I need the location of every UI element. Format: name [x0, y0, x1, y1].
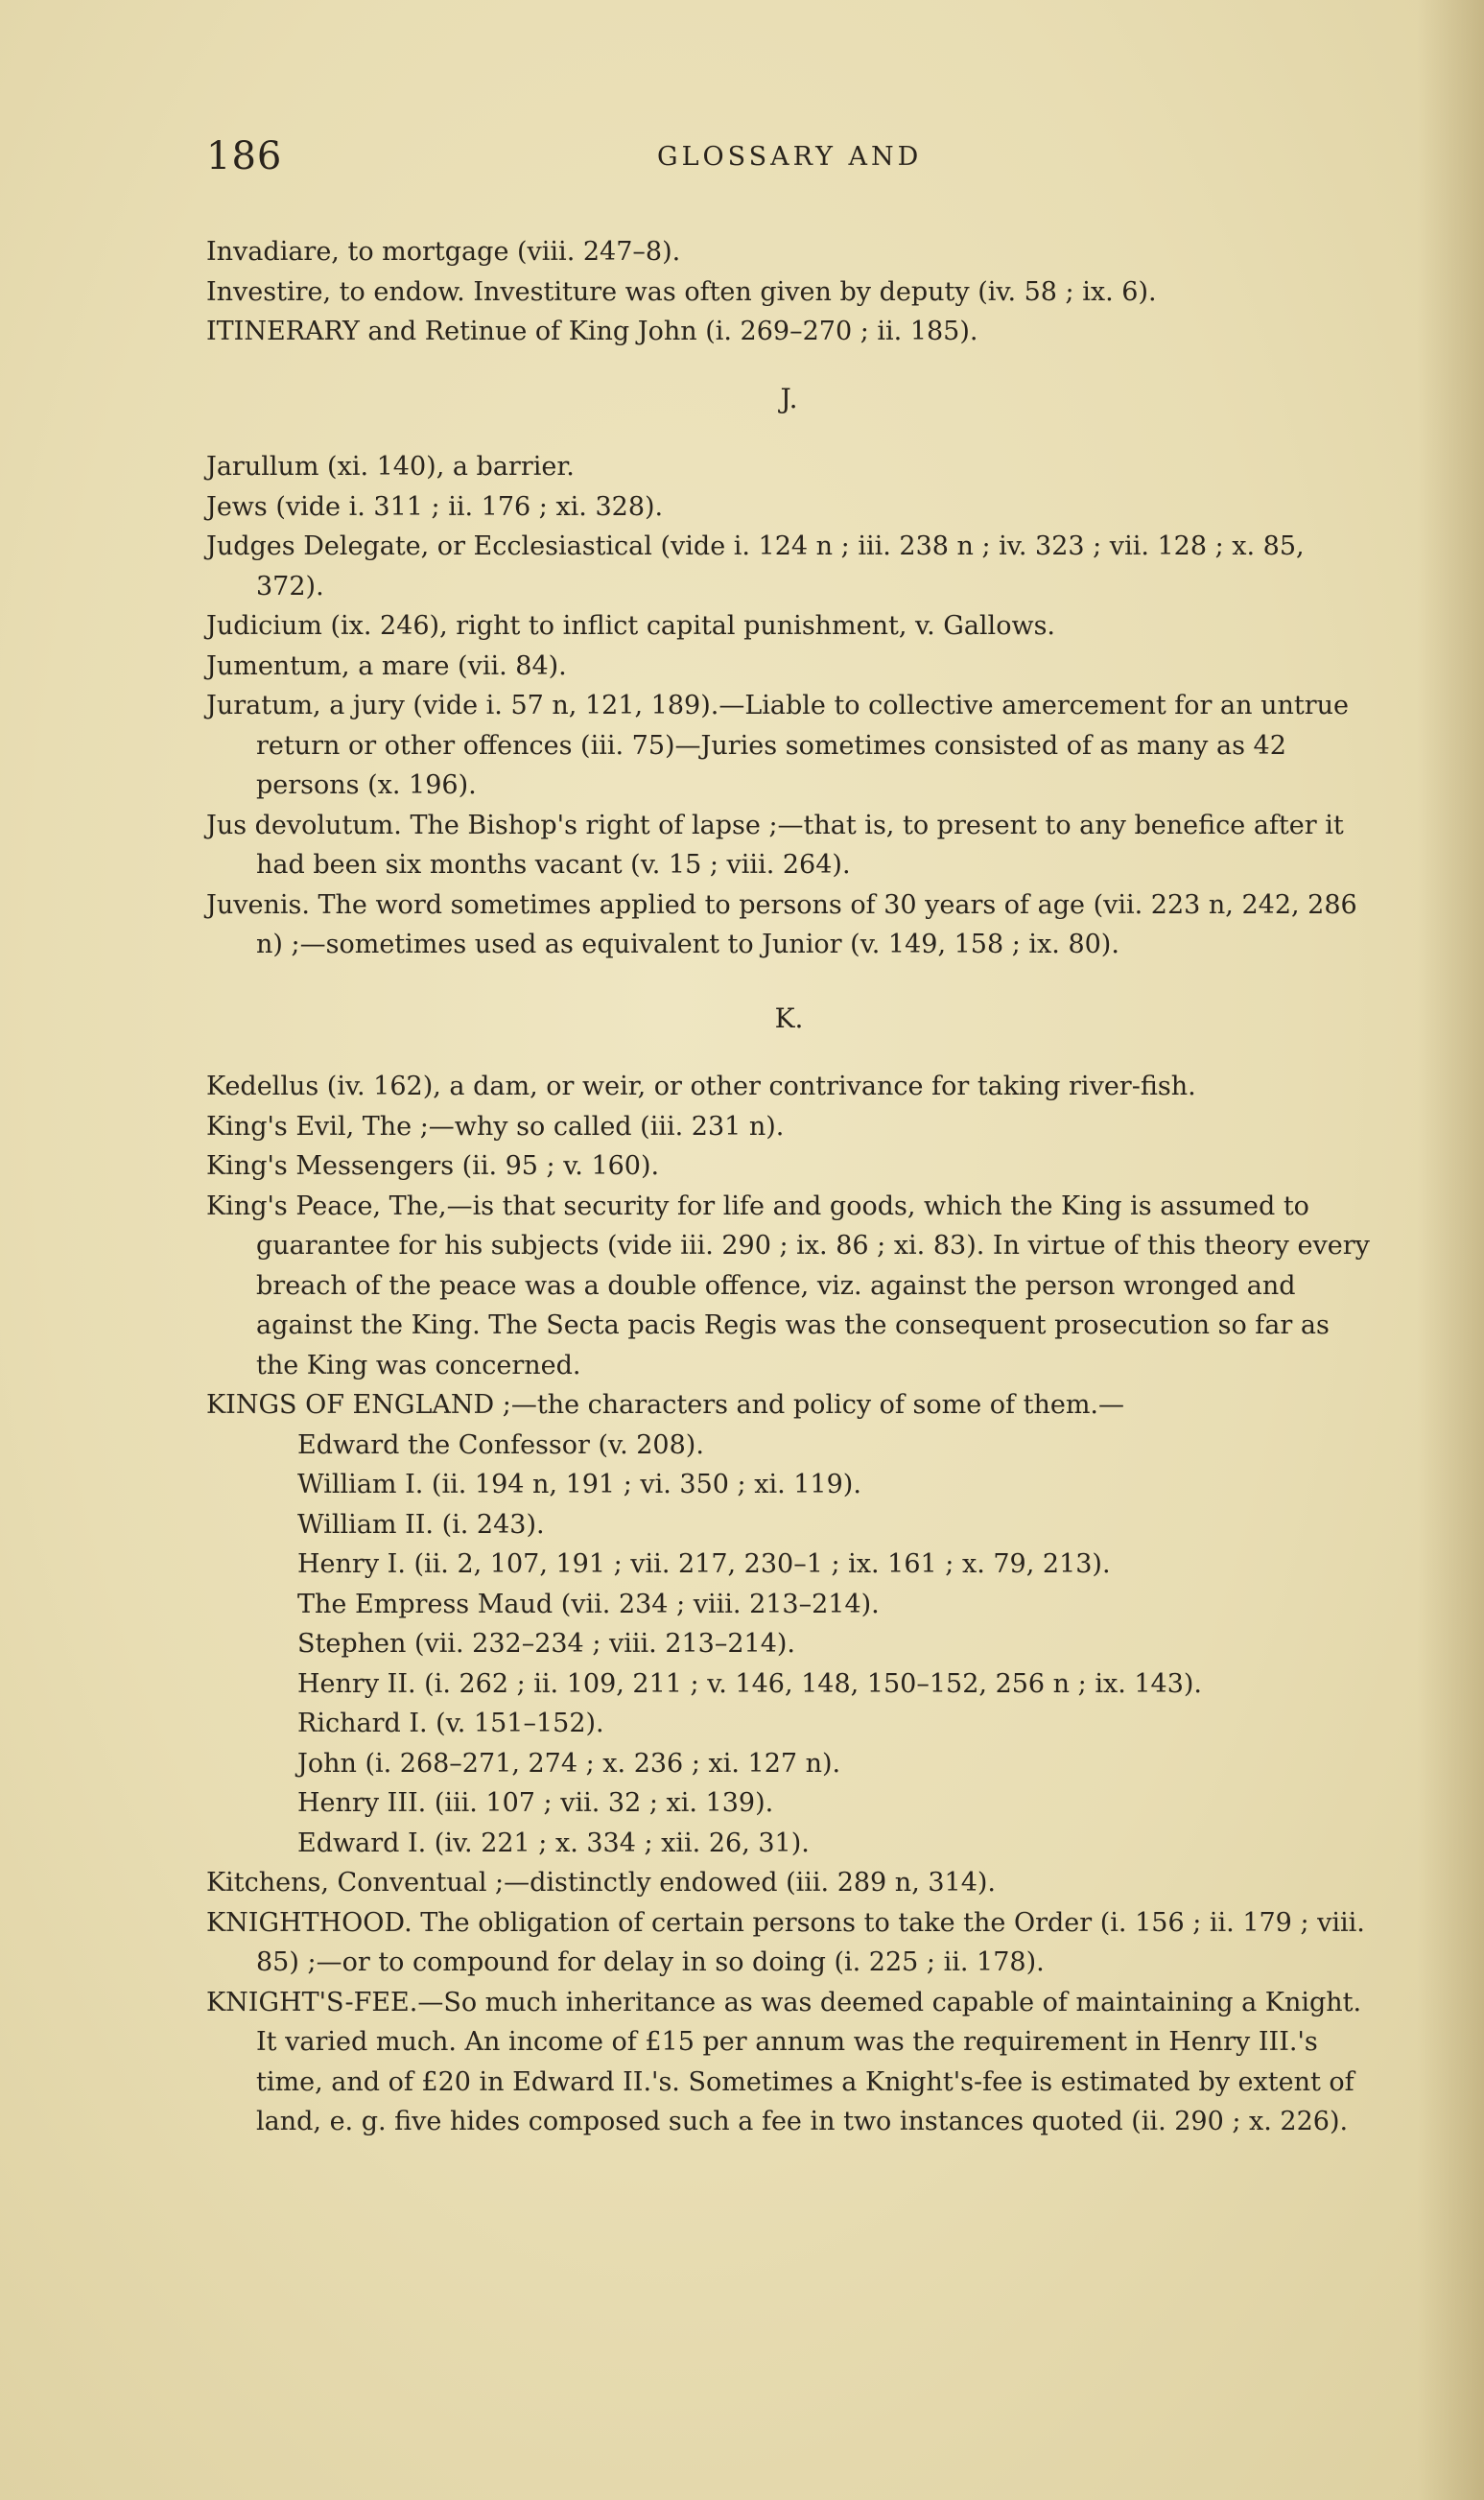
- king-entry: The Empress Maud (vii. 234 ; viii. 213–214).: [297, 1589, 880, 1619]
- king-entry: Henry I. (ii. 2, 107, 191 ; vii. 217, 230–1 ; ix. 161 ; x. 79, 213).: [297, 1549, 1111, 1579]
- glossary-entry: King's Messengers (ii. 95 ; v. 160).: [206, 1151, 660, 1181]
- glossary-entry: Jews (vide i. 311 ; ii. 176 ; xi. 328).: [206, 491, 664, 522]
- glossary-body: [206, 232, 1372, 2142]
- glossary-entry: Kitchens, Conventual ;—distinctly endowed (iii. 289 n, 314).: [206, 1868, 997, 1898]
- page-edge-shadow: [1417, 0, 1484, 2500]
- glossary-entry: Invadiare, to mortgage (viii. 247–8).: [206, 237, 681, 267]
- page-number: 186: [206, 134, 283, 178]
- king-entry: William II. (i. 243).: [297, 1509, 545, 1540]
- running-head: GLOSSARY AND: [657, 142, 923, 172]
- king-entry: Henry III. (iii. 107 ; vii. 32 ; xi. 139).: [297, 1788, 774, 1818]
- king-entry: Henry II. (i. 262 ; ii. 109, 211 ; v. 146, 148, 150–152, 256 n ; ix. 143).: [297, 1668, 1203, 1699]
- king-entry: Stephen (vii. 232–234 ; viii. 213–214).: [297, 1629, 796, 1659]
- glossary-entry: King's Evil, The ;—why so called (iii. 231 n).: [206, 1111, 785, 1142]
- glossary-entry: Jus devolutum. The Bishop's right of lapse ;—that is, to present to any benefice after it had been six months vacant (v. 15 ; viii. 264).: [206, 810, 1344, 880]
- glossary-entry: KNIGHT'S-FEE.—So much inheritance as was deemed capable of maintaining a Knight. It varied much. An income of £15 per annum was the requirement in Henry III.'s time, and of £20 in Edward II.'s. Sometimes a Knight's-fee is estimated by extent of land, e. g. five hides composed such a fee in two instances quoted (ii. 290 ; x. 226).: [206, 1987, 1362, 2136]
- glossary-entry: Jarullum (xi. 140), a barrier.: [206, 452, 575, 482]
- glossary-entry: Kedellus (iv. 162), a dam, or weir, or other contrivance for taking river-fish.: [206, 1072, 1196, 1101]
- glossary-entry: Juvenis. The word sometimes applied to persons of 30 years of age (vii. 223 n, 242, 286 n) ;—sometimes used as equivalent to Junior (v. 149, 158 ; ix. 80).: [206, 889, 1357, 959]
- section-heading-j: J.: [780, 382, 798, 414]
- glossary-entry: Investire, to endow. Investiture was often given by deputy (iv. 58 ; ix. 6).: [206, 276, 1157, 307]
- glossary-entry: Juratum, a jury (vide i. 57 n, 121, 189).—Liable to collective amercement for an untrue return or other offences (iii. 75)—Juries sometimes consisted of as many as 42 persons (x. 196).: [206, 691, 1349, 800]
- king-entry: Richard I. (v. 151–152).: [297, 1709, 604, 1738]
- glossary-entry: King's Peace, The,—is that security for life and goods, which the King is assumed to guarantee for his subjects (vide iii. 290 ; ix. 86 ; xi. 83). In virtue of this theory every breach of the peace was a double offence, viz. against the person wronged and against the King. The Secta pacis Regis was the consequent prosecution so far as the King was concerned.: [206, 1191, 1370, 1380]
- king-entry: John (i. 268–271, 274 ; x. 236 ; xi. 127 n).: [297, 1748, 841, 1779]
- glossary-entry: Jumentum, a mare (vii. 84).: [206, 650, 567, 681]
- section-heading-k: K.: [774, 1002, 804, 1034]
- glossary-entry: KINGS OF ENGLAND ;—the characters and policy of some of them.—: [206, 1390, 1125, 1420]
- glossary-entry: Judges Delegate, or Ecclesiastical (vide i. 124 n ; iii. 238 n ; iv. 323 ; vii. 128 ; x. 85, 372).: [206, 531, 1305, 601]
- glossary-entry: Judicium (ix. 246), right to inflict capital punishment, v. Gallows.: [206, 611, 1056, 641]
- glossary-entry: KNIGHTHOOD. The obligation of certain persons to take the Order (i. 156 ; ii. 179 ; viii. 85) ;—or to compound for delay in so doing (i. 225 ; ii. 178).: [206, 1907, 1365, 1977]
- king-entry: William I. (ii. 194 n, 191 ; vi. 350 ; xi. 119).: [297, 1470, 861, 1499]
- page-header: [206, 134, 1396, 192]
- glossary-entry: ITINERARY and Retinue of King John (i. 269–270 ; ii. 185).: [206, 317, 978, 346]
- king-entry: Edward the Confessor (v. 208).: [297, 1429, 704, 1460]
- king-entry: Edward I. (iv. 221 ; x. 334 ; xii. 26, 31).: [297, 1828, 810, 1858]
